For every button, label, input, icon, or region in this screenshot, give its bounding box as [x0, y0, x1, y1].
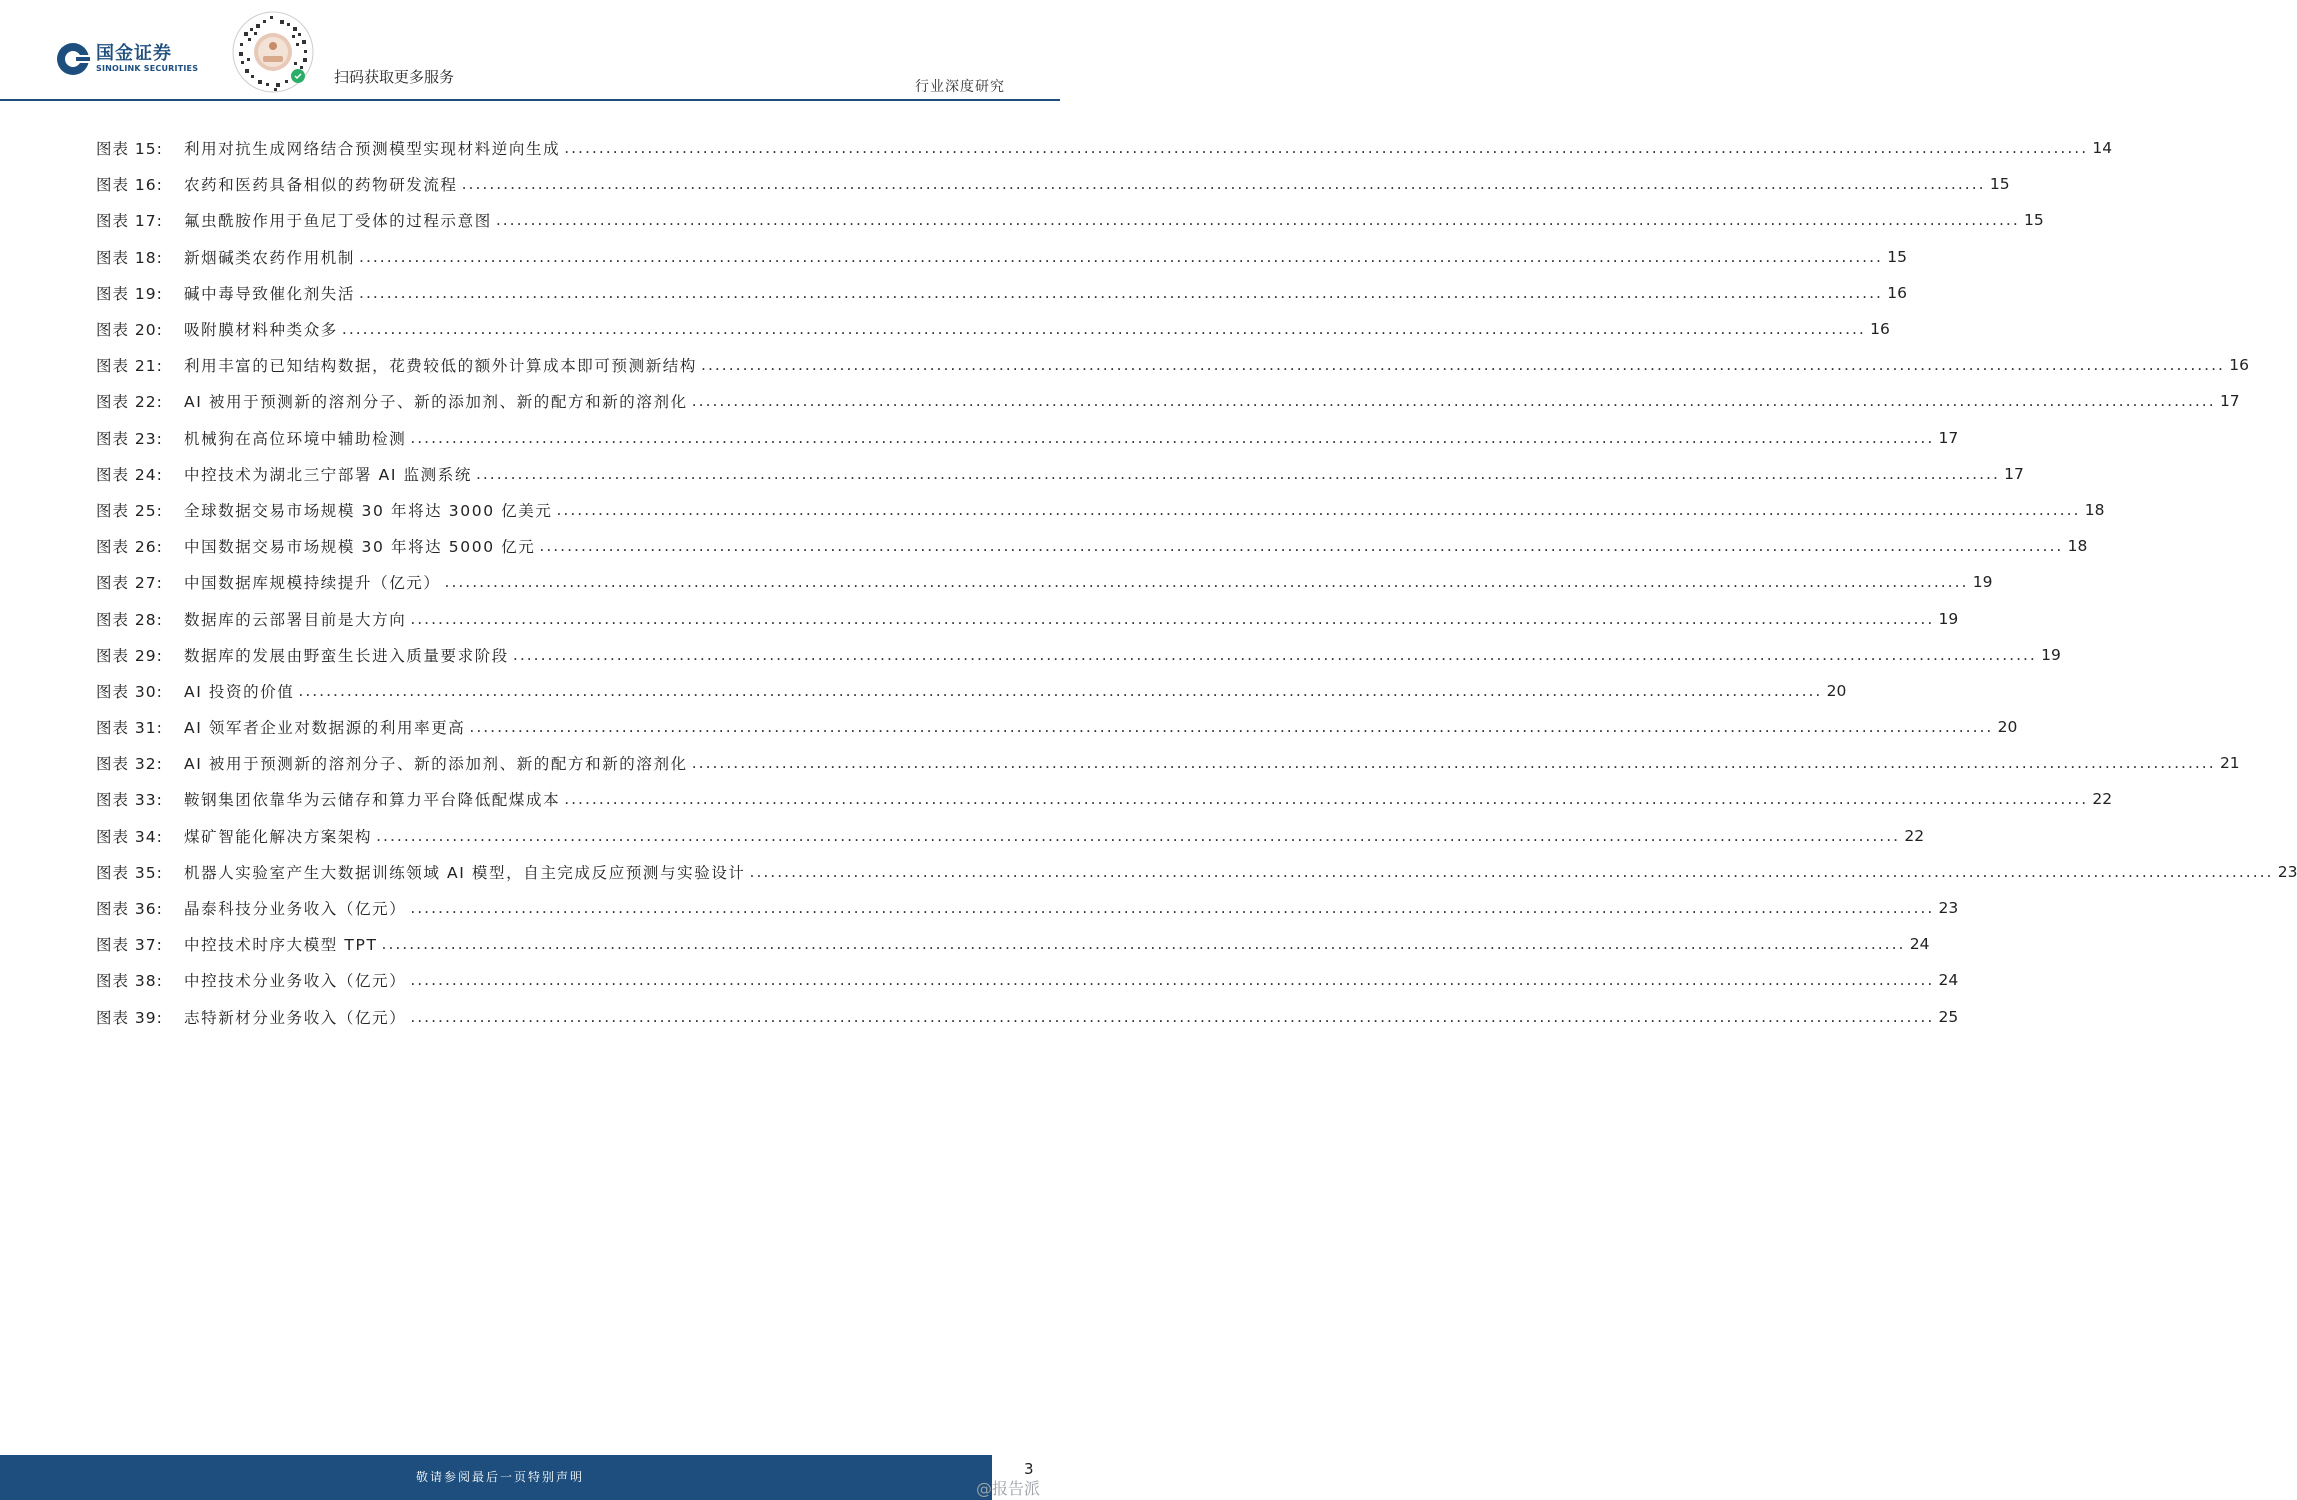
toc-entry-title: 中控技术为湖北三宁部署 AI 监测系统 [184, 465, 472, 484]
toc-entry-label: 图表 30: [96, 682, 163, 701]
toc-entry-page: 16 [1870, 320, 1890, 339]
page-number: 3 [1024, 1460, 1034, 1478]
logo-english-name: SINOLINK SECURITIES [96, 64, 199, 73]
toc-dot-leader: ............................................................................................................................................................................................................................ [341, 320, 1866, 339]
toc-entry-page: 18 [2067, 537, 2088, 556]
toc-entry-title: AI 投资的价值 [184, 682, 295, 701]
toc-entry-label: 图表 28: [96, 610, 163, 629]
toc-entry-page: 20 [1997, 718, 2018, 737]
toc-entry[interactable] [96, 347, 2249, 383]
toc-dot-leader: ............................................................................................................................................................................................................................ [410, 609, 1935, 628]
toc-dot-leader: ............................................................................................................................................................................................................................ [410, 899, 1935, 918]
toc-entry-label: 图表 27: [96, 574, 163, 593]
toc-entry-title: 新烟碱类农药作用机制 [184, 248, 356, 267]
toc-entry-title: 中国数据交易市场规模 30 年将达 5000 亿元 [184, 538, 536, 557]
toc-entry-page: 24 [1938, 971, 1959, 990]
toc-entry[interactable] [96, 781, 2113, 817]
toc-dot-leader: ............................................................................................................................................................................................................................ [469, 718, 1994, 737]
toc-dot-leader: ............................................................................................................................................................................................................................ [564, 790, 2089, 809]
toc-dot-leader: ............................................................................................................................................................................................................................ [410, 428, 1935, 447]
toc-entry-page: 18 [2084, 500, 2105, 519]
toc-entry[interactable] [96, 130, 2113, 166]
toc-entry-title: 农药和医药具备相似的药物研发流程 [184, 176, 458, 195]
toc-entry-page: 25 [1938, 1007, 1959, 1026]
toc-entry[interactable] [96, 818, 1925, 854]
toc-entry-title: 机器人实验室产生大数据训练领域 AI 模型，自主完成反应预测与实验设计 [184, 863, 746, 882]
footer-disclaimer: 敬请参阅最后一页特别声明 [415, 1470, 584, 1484]
toc-entry-label: 图表 16: [96, 176, 163, 195]
header-divider [0, 99, 1060, 101]
toc-entry-label: 图表 33: [96, 791, 163, 810]
toc-entry[interactable] [96, 926, 1930, 962]
toc-dot-leader: ............................................................................................................................................................................................................................ [359, 247, 1883, 266]
toc-entry-page: 16 [2229, 356, 2249, 375]
toc-entry[interactable] [96, 166, 2010, 202]
toc-entry-label: 图表 35: [96, 863, 163, 882]
toc-entry[interactable] [96, 709, 2018, 745]
toc-entry-label: 图表 38: [96, 972, 163, 991]
page-header [0, 0, 1060, 100]
toc-entry[interactable] [96, 383, 2240, 419]
toc-entry-title: 煤矿智能化解决方案架构 [184, 827, 373, 846]
toc-entry[interactable] [96, 600, 1959, 636]
toc-dot-leader: ............................................................................................................................................................................................................................ [381, 935, 1906, 954]
toc-entry-page: 23 [2277, 862, 2297, 881]
toc-entry-page: 14 [2092, 139, 2113, 158]
toc-entry-label: 图表 37: [96, 936, 163, 955]
toc-dot-leader: ............................................................................................................................................................................................................................ [495, 211, 2020, 230]
toc-dot-leader: ............................................................................................................................................................................................................................ [749, 862, 2274, 881]
toc-entry-label: 图表 39: [96, 1008, 163, 1027]
toc-entry-page: 19 [1972, 573, 1993, 592]
toc-entry-page: 22 [1904, 826, 1925, 845]
toc-entry-title: 数据库的发展由野蛮生长进入质量要求阶段 [184, 646, 509, 665]
toc-entry-title: 全球数据交易市场规模 30 年将达 3000 亿美元 [184, 501, 553, 520]
toc-entry-label: 图表 17: [96, 212, 163, 231]
toc-entry-label: 图表 20: [96, 321, 163, 340]
toc-entry-label: 图表 34: [96, 827, 163, 846]
toc-dot-leader: ............................................................................................................................................................................................................................ [539, 537, 2064, 556]
toc-entry[interactable] [96, 890, 1959, 926]
toc-entry[interactable] [96, 239, 1907, 275]
toc-dot-leader: ............................................................................................................................................................................................................................ [376, 826, 1901, 845]
toc-entry-page: 17 [2004, 464, 2024, 483]
toc-entry-label: 图表 32: [96, 755, 163, 774]
toc-entry[interactable] [96, 275, 1907, 311]
toc-entry-page: 19 [1938, 609, 1959, 628]
toc-entry-page: 15 [2024, 211, 2044, 230]
toc-entry-title: 吸附膜材料种类众多 [184, 321, 338, 340]
report-type-label: 行业深度研究 [915, 79, 1005, 95]
toc-entry-title: AI 被用于预测新的溶剂分子、新的添加剂、新的配方和新的溶剂化 [184, 393, 688, 412]
toc-dot-leader: ............................................................................................................................................................................................................................ [564, 139, 2089, 158]
toc-dot-leader: ............................................................................................................................................................................................................................ [691, 754, 2216, 773]
table-of-figures [96, 130, 2297, 1035]
toc-entry-title: 数据库的云部署目前是大方向 [184, 610, 407, 629]
toc-dot-leader: ............................................................................................................................................................................................................................ [691, 392, 2216, 411]
toc-entry-label: 图表 36: [96, 900, 163, 919]
toc-entry-label: 图表 23: [96, 429, 163, 448]
toc-entry[interactable] [96, 564, 1993, 600]
toc-entry[interactable] [96, 311, 1890, 347]
toc-entry-page: 16 [1887, 283, 1907, 302]
toc-entry-label: 图表 19: [96, 284, 163, 303]
toc-entry[interactable] [96, 637, 2061, 673]
toc-entry[interactable] [96, 999, 1959, 1035]
toc-entry-title: 利用丰富的已知结构数据，花费较低的额外计算成本即可预测新结构 [184, 357, 698, 376]
toc-entry-page: 24 [1909, 935, 1930, 954]
toc-entry-page: 22 [2092, 790, 2113, 809]
toc-dot-leader: ............................................................................................................................................................................................................................ [461, 175, 1986, 194]
toc-entry-label: 图表 21: [96, 357, 163, 376]
toc-entry-title: 志特新材分业务收入（亿元） [184, 1008, 407, 1027]
toc-entry-page: 20 [1826, 681, 1847, 700]
toc-entry[interactable] [96, 673, 1847, 709]
toc-dot-leader: ............................................................................................................................................................................................................................ [444, 573, 1969, 592]
toc-entry-title: 氟虫酰胺作用于鱼尼丁受体的过程示意图 [184, 212, 492, 231]
toc-entry-title: 鞍钢集团依靠华为云储存和算力平台降低配煤成本 [184, 791, 561, 810]
toc-entry[interactable] [96, 202, 2044, 238]
toc-entry-title: 中国数据库规模持续提升（亿元） [184, 574, 441, 593]
toc-entry[interactable] [96, 456, 2024, 492]
toc-entry-page: 15 [1887, 247, 1907, 266]
toc-entry-label: 图表 26: [96, 538, 163, 557]
qr-code-icon[interactable] [230, 10, 316, 94]
logo-chinese-name: 国金证券 [96, 43, 172, 64]
toc-entry[interactable] [96, 962, 1959, 998]
toc-entry-title: 中控技术时序大模型 TPT [184, 936, 378, 955]
toc-entry-label: 图表 31: [96, 719, 163, 738]
toc-entry-label: 图表 18: [96, 248, 163, 267]
toc-entry[interactable] [96, 528, 2088, 564]
toc-entry[interactable] [96, 745, 2240, 781]
toc-dot-leader: ............................................................................................................................................................................................................................ [359, 283, 1883, 302]
toc-entry[interactable] [96, 854, 2297, 890]
toc-entry-label: 图表 29: [96, 646, 163, 665]
toc-entry-page: 15 [1989, 175, 2010, 194]
toc-dot-leader: ............................................................................................................................................................................................................................ [298, 681, 1823, 700]
toc-dot-leader: ............................................................................................................................................................................................................................ [701, 356, 2225, 375]
toc-entry-title: 利用对抗生成网络结合预测模型实现材料逆向生成 [184, 140, 561, 159]
toc-dot-leader: ............................................................................................................................................................................................................................ [410, 1007, 1935, 1026]
toc-entry-title: AI 被用于预测新的溶剂分子、新的添加剂、新的配方和新的溶剂化 [184, 755, 688, 774]
toc-dot-leader: ............................................................................................................................................................................................................................ [512, 645, 2037, 664]
toc-entry-title: 机械狗在高位环境中辅助检测 [184, 429, 407, 448]
toc-entry-label: 图表 25: [96, 501, 163, 520]
toc-entry-page: 21 [2219, 754, 2240, 773]
toc-dot-leader: ............................................................................................................................................................................................................................ [475, 464, 2000, 483]
toc-entry[interactable] [96, 420, 1959, 456]
toc-entry-title: 中控技术分业务收入（亿元） [184, 972, 407, 991]
watermark: @报告派 [976, 1479, 1041, 1498]
toc-entry-title: 晶泰科技分业务收入（亿元） [184, 900, 407, 919]
toc-entry-page: 19 [2041, 645, 2061, 664]
toc-entry[interactable] [96, 492, 2105, 528]
company-logo [56, 42, 198, 76]
toc-entry-page: 23 [1938, 899, 1959, 918]
toc-entry-label: 图表 22: [96, 393, 163, 412]
toc-entry-label: 图表 15: [96, 140, 163, 159]
toc-dot-leader: ............................................................................................................................................................................................................................ [556, 500, 2081, 519]
toc-entry-label: 图表 24: [96, 465, 163, 484]
toc-entry-title: AI 领军者企业对数据源的利用率更高 [184, 719, 466, 738]
toc-entry-page: 17 [2219, 392, 2240, 411]
toc-entry-page: 17 [1938, 428, 1959, 447]
toc-dot-leader: ............................................................................................................................................................................................................................ [410, 971, 1935, 990]
sinolink-logo-icon [56, 42, 90, 76]
scan-for-services-text: 扫码获取更多服务 [334, 68, 455, 86]
toc-entry-title: 碱中毒导致催化剂失活 [184, 284, 356, 303]
